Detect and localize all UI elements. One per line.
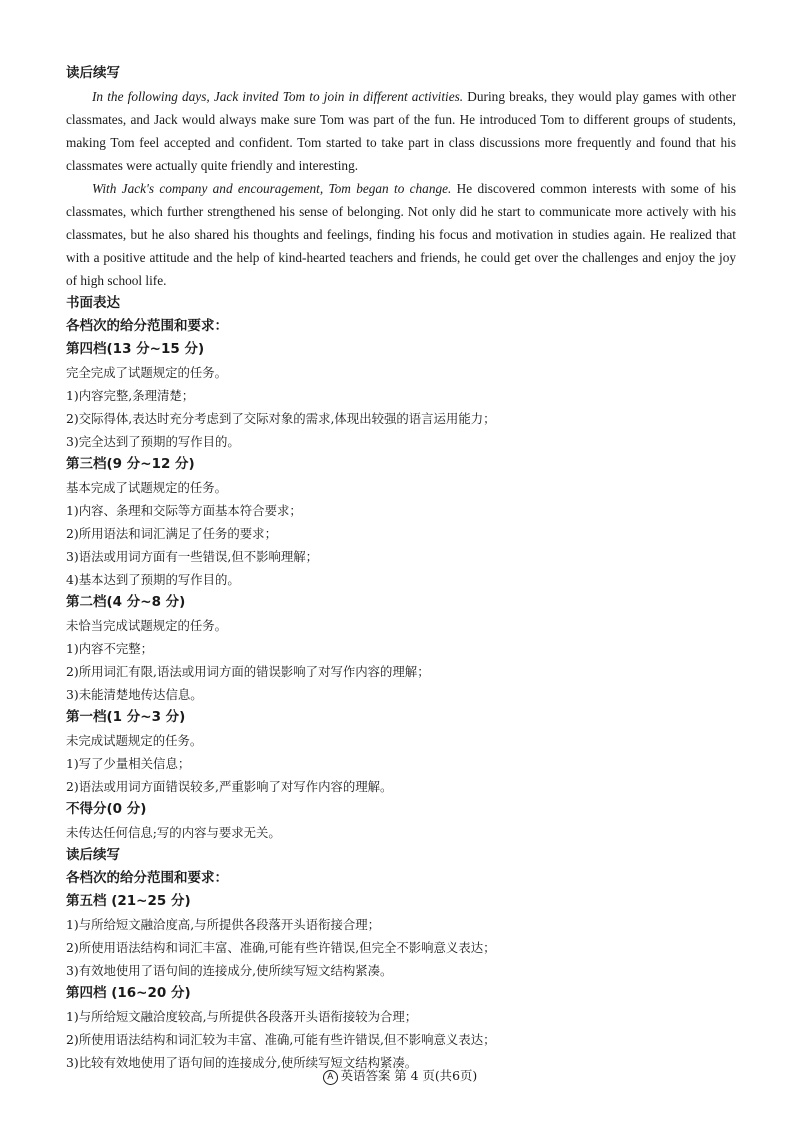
criteria-item: 2)语法或用词方面错误较多,严重影响了对写作内容的理解。 [66, 779, 393, 794]
criteria-item: 1)与所给短文融洽度较高,与所提供各段落开头语衔接较为合理； [66, 1009, 418, 1024]
criteria-item: 1)写了少量相关信息； [66, 756, 191, 771]
sample-paragraph-1 [66, 85, 736, 177]
criteria-item: 2)所用词汇有限,语法或用词方面的错误影响了对写作内容的理解； [66, 664, 430, 679]
paragraph-1-body: During breaks, they would play games with other classmates, and Jack would always make sure Tom was part of the fun. He introduced Tom to different groups of students, making Tom feel accepted and confident. Tom started to take part in class discussions more frequently and found that his classmates were actually quite friendly and interesting. [66, 89, 737, 173]
page-content [66, 62, 736, 1074]
level-heading: 第五档 (21~25 分) [66, 893, 191, 909]
paragraph-2-opening: With Jack's company and encouragement, Tom began to change. [92, 181, 452, 196]
page-number-text: 英语答案 第 4 页(共6页) [340, 1068, 478, 1083]
criteria-item: 2)所使用语法结构和词汇丰富、准确,可能有些许错误,但完全不影响意义表达； [66, 940, 496, 955]
sample-paragraph-2 [66, 177, 736, 292]
level-heading: 第四档(13 分~15 分) [66, 341, 205, 357]
level-heading: 第一档(1 分~3 分) [66, 709, 186, 725]
level-summary: 完全完成了试题规定的任务。 [66, 365, 228, 380]
criteria-item: 3)比较有效地使用了语句间的连接成分,使所续写短文结构紧凑。 [66, 1055, 418, 1070]
criteria-item: 4)基本达到了预期的写作目的。 [66, 572, 240, 587]
section-title-writing: 书面表达 [66, 295, 120, 311]
section-title-continuation-sample: 读后续写 [66, 65, 120, 81]
level-heading-zero: 不得分(0 分) [66, 801, 147, 817]
paper-version-badge: A [323, 1070, 338, 1085]
paragraph-1-opening: In the following days, Jack invited Tom to join in different activities. [92, 89, 464, 104]
criteria-item: 2)所用语法和词汇满足了任务的要求； [66, 526, 277, 541]
criteria-item: 2)所使用语法结构和词汇较为丰富、准确,可能有些许错误,但不影响意义表达； [66, 1032, 496, 1047]
continuation-criteria-subtitle: 各档次的给分范围和要求： [66, 870, 228, 886]
level-heading: 第三档(9 分~12 分) [66, 456, 195, 472]
criteria-item: 1)与所给短文融洽度高,与所提供各段落开头语衔接合理； [66, 917, 381, 932]
criteria-item: 3)未能清楚地传达信息。 [66, 687, 203, 702]
level-summary: 未恰当完成试题规定的任务。 [66, 618, 228, 633]
criteria-item: 3)语法或用词方面有一些错误,但不影响理解； [66, 549, 319, 564]
level-summary: 未完成试题规定的任务。 [66, 733, 203, 748]
criteria-item: 1)内容完整,条理清楚； [66, 388, 195, 403]
criteria-item: 3)有效地使用了语句间的连接成分,使所续写短文结构紧凑。 [66, 963, 393, 978]
criteria-item: 2)交际得体,表达时充分考虑到了交际对象的需求,体现出较强的语言运用能力； [66, 411, 496, 426]
paragraph-2-body: He discovered common interests with some of his classmates, which further strengthened his sense of belonging. Not only did he start to communicate more actively with his classmates, but he also shared his thoughts and feelings, finding his focus and motivation in studies again. He realized that with a positive attitude and the help of kind-hearted teachers and friends, he could get over the challenges and enjoy the joy of high school life. [66, 181, 736, 288]
writing-criteria-subtitle: 各档次的给分范围和要求： [66, 318, 228, 334]
section-title-continuation: 读后续写 [66, 847, 120, 863]
level-summary: 未传达任何信息;写的内容与要求无关。 [66, 825, 281, 840]
page-footer [0, 1066, 800, 1086]
level-heading: 第二档(4 分~8 分) [66, 594, 186, 610]
level-heading: 第四档 (16~20 分) [66, 985, 191, 1001]
level-summary: 基本完成了试题规定的任务。 [66, 480, 228, 495]
criteria-item: 1)内容不完整； [66, 641, 154, 656]
criteria-item: 3)完全达到了预期的写作目的。 [66, 434, 240, 449]
criteria-item: 1)内容、条理和交际等方面基本符合要求； [66, 503, 302, 518]
